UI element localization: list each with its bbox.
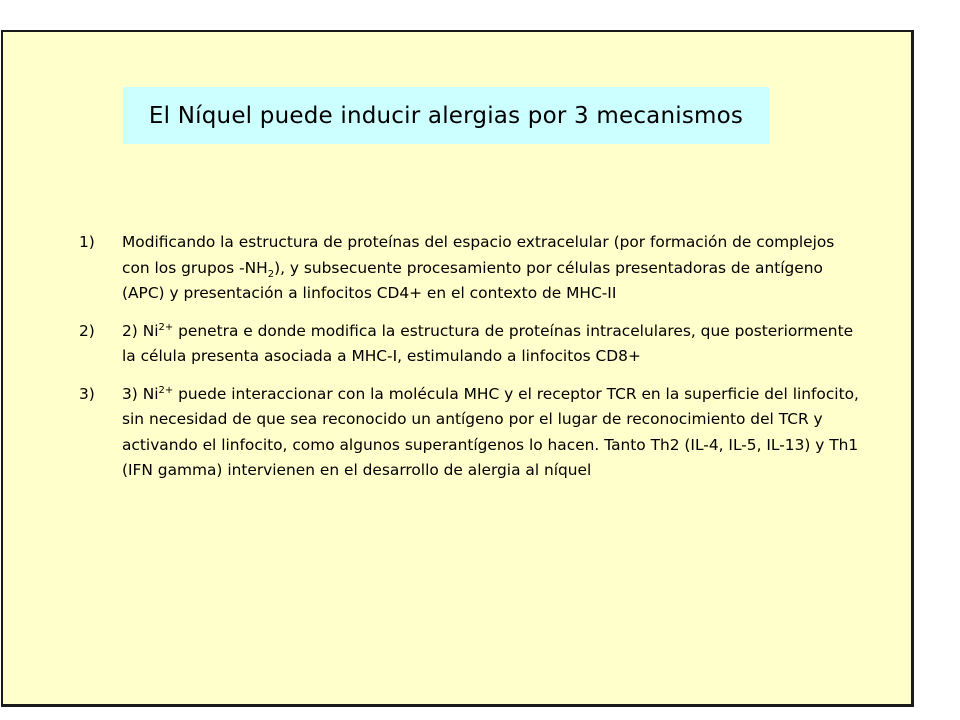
item-text-part: ), y subsecuente procesamiento por células presentadoras de antígeno (APC) y presentación a linfocitos CD4+ en el contexto de MHC-II bbox=[122, 258, 823, 302]
superscript: 2+ bbox=[158, 321, 174, 333]
item-number: 1) bbox=[79, 233, 95, 251]
list-item bbox=[79, 382, 859, 484]
item-text bbox=[122, 382, 859, 484]
item-text-part: puede interaccionar con la molécula MHC y el receptor TCR en la superficie del linfocito, sin necesidad de que sea reconocido un antígeno por el lugar de reconocimiento del TCR y activando el linfocito, como algunos superantígenos lo hacen. Tanto Th2 (IL-4, IL-5, IL-13) y Th1 (IFN gamma) intervienen en el desarrollo de alergia al níquel bbox=[122, 384, 859, 479]
item-text-part: Modificando la estructura de proteínas del espacio extracelular (por formación de complejos con los grupos -NH bbox=[122, 233, 835, 277]
subscript: 2 bbox=[267, 268, 275, 280]
list-item bbox=[79, 319, 859, 370]
list-item bbox=[79, 230, 859, 307]
superscript: 2+ bbox=[158, 384, 174, 396]
item-number: 3) bbox=[79, 384, 95, 403]
slide-title: El Níquel puede inducir alergias por 3 mecanismos bbox=[148, 102, 744, 129]
item-text bbox=[122, 230, 859, 307]
mechanism-list bbox=[79, 230, 859, 496]
slide bbox=[1, 30, 914, 707]
item-number: 2) bbox=[79, 321, 95, 340]
item-text-part: penetra e donde modifica la estructura de proteínas intracelulares, que posteriormente la célula presenta asociada a MHC-I, estimulando a linfocitos CD8+ bbox=[122, 321, 854, 365]
title-box bbox=[123, 87, 769, 144]
item-text-part: 3) Ni bbox=[122, 384, 159, 403]
item-text-part: 2) Ni bbox=[122, 321, 159, 340]
item-text bbox=[122, 319, 859, 370]
